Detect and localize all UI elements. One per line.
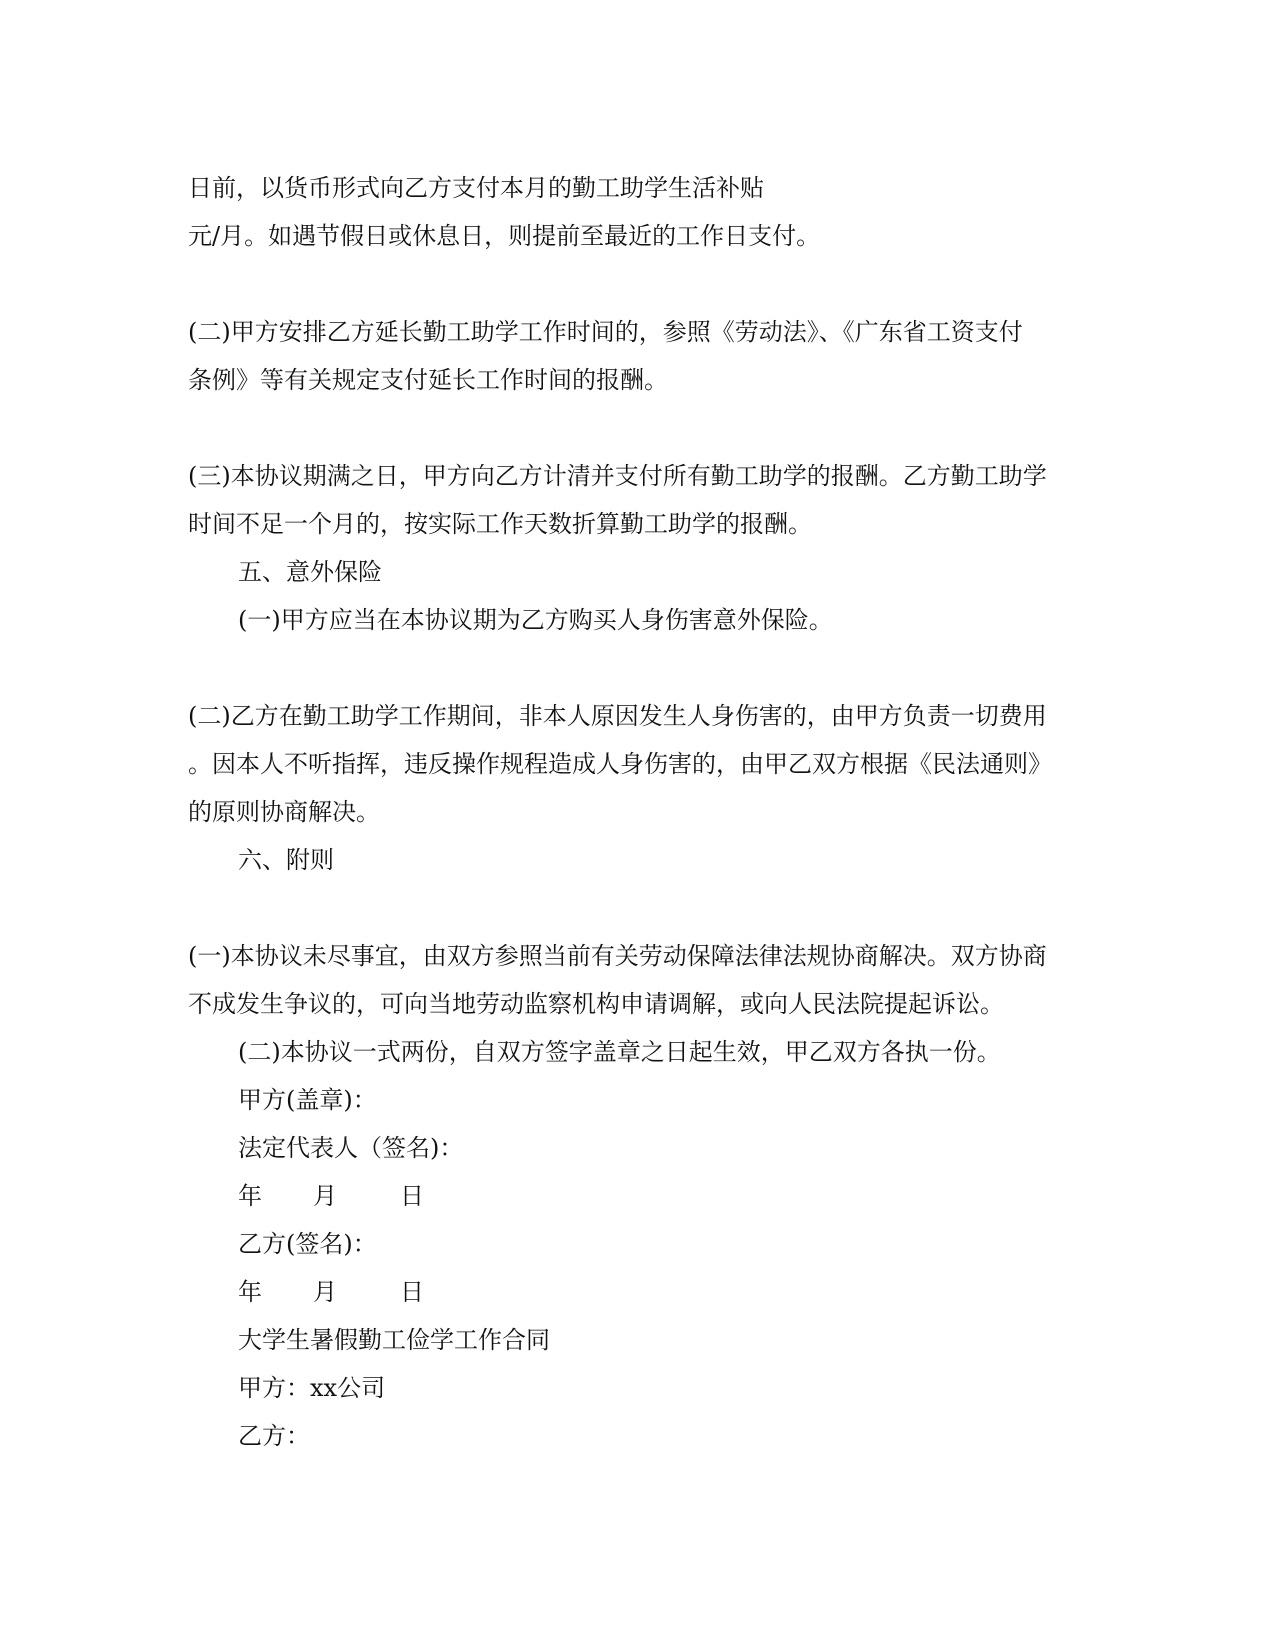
section5-title: 五、意外保险 bbox=[238, 558, 382, 586]
para2-line1: (二)甲方安排乙方延长勤工助学工作时间的，参照《劳动法》、《广东省工资支付 bbox=[188, 318, 1023, 346]
next-contract-title: 大学生暑假勤工俭学工作合同 bbox=[238, 1326, 550, 1354]
date-day-label: 日 bbox=[400, 1182, 424, 1210]
para3-line1: (三)本协议期满之日，甲方向乙方计清并支付所有勤工助学的报酬。乙方勤工助学 bbox=[188, 462, 1047, 490]
date-year-label: 年 bbox=[238, 1182, 262, 1210]
spacer bbox=[188, 404, 1088, 452]
next-party-b: 乙方： bbox=[238, 1422, 310, 1450]
date-month-label: 月 bbox=[313, 1182, 337, 1210]
para5-2-line3: 的原则协商解决。 bbox=[188, 798, 380, 826]
para5-2-line2: 。因本人不听指挥，违反操作规程造成人身伤害的，由甲乙双方根据《民法通则》 bbox=[188, 750, 1052, 778]
spacer bbox=[188, 260, 1088, 308]
section6-title: 六、附则 bbox=[238, 846, 334, 874]
para2-line2: 条例》等有关规定支付延长工作时间的报酬。 bbox=[188, 366, 668, 394]
party-b-sign: 乙方(签名)： bbox=[238, 1230, 377, 1258]
para5-2-line1: (二)乙方在勤工助学工作期间，非本人原因发生人身伤害的，由甲方负责一切费用 bbox=[188, 702, 1047, 730]
date-year-label: 年 bbox=[238, 1278, 262, 1306]
party-a-seal: 甲方(盖章)： bbox=[238, 1086, 377, 1114]
para3-line2: 时间不足一个月的，按实际工作天数折算勤工助学的报酬。 bbox=[188, 510, 812, 538]
document-body bbox=[188, 164, 1088, 1460]
date-line-a bbox=[188, 1172, 1088, 1220]
para1-line2: 元/月。如遇节假日或休息日，则提前至最近的工作日支付。 bbox=[188, 222, 821, 250]
spacer bbox=[188, 644, 1088, 692]
section6-item2: (二)本协议一式两份，自双方签字盖章之日起生效，甲乙双方各执一份。 bbox=[238, 1038, 1001, 1066]
para6-1-line1: (一)本协议未尽事宜，由双方参照当前有关劳动保障法律法规协商解决。双方协商 bbox=[188, 942, 1047, 970]
date-day-label: 日 bbox=[400, 1278, 424, 1306]
date-month-label: 月 bbox=[313, 1278, 337, 1306]
legal-representative: 法定代表人（签名)： bbox=[238, 1134, 464, 1162]
next-party-a: 甲方：xx公司 bbox=[238, 1374, 386, 1402]
para1-line1: 日前，以货币形式向乙方支付本月的勤工助学生活补贴 bbox=[188, 174, 764, 202]
spacer bbox=[188, 884, 1088, 932]
date-line-b bbox=[188, 1268, 1088, 1316]
para6-1-line2: 不成发生争议的，可向当地劳动监察机构申请调解，或向人民法院提起诉讼。 bbox=[188, 990, 1004, 1018]
section5-item1: (一)甲方应当在本协议期为乙方购买人身伤害意外保险。 bbox=[238, 606, 833, 634]
